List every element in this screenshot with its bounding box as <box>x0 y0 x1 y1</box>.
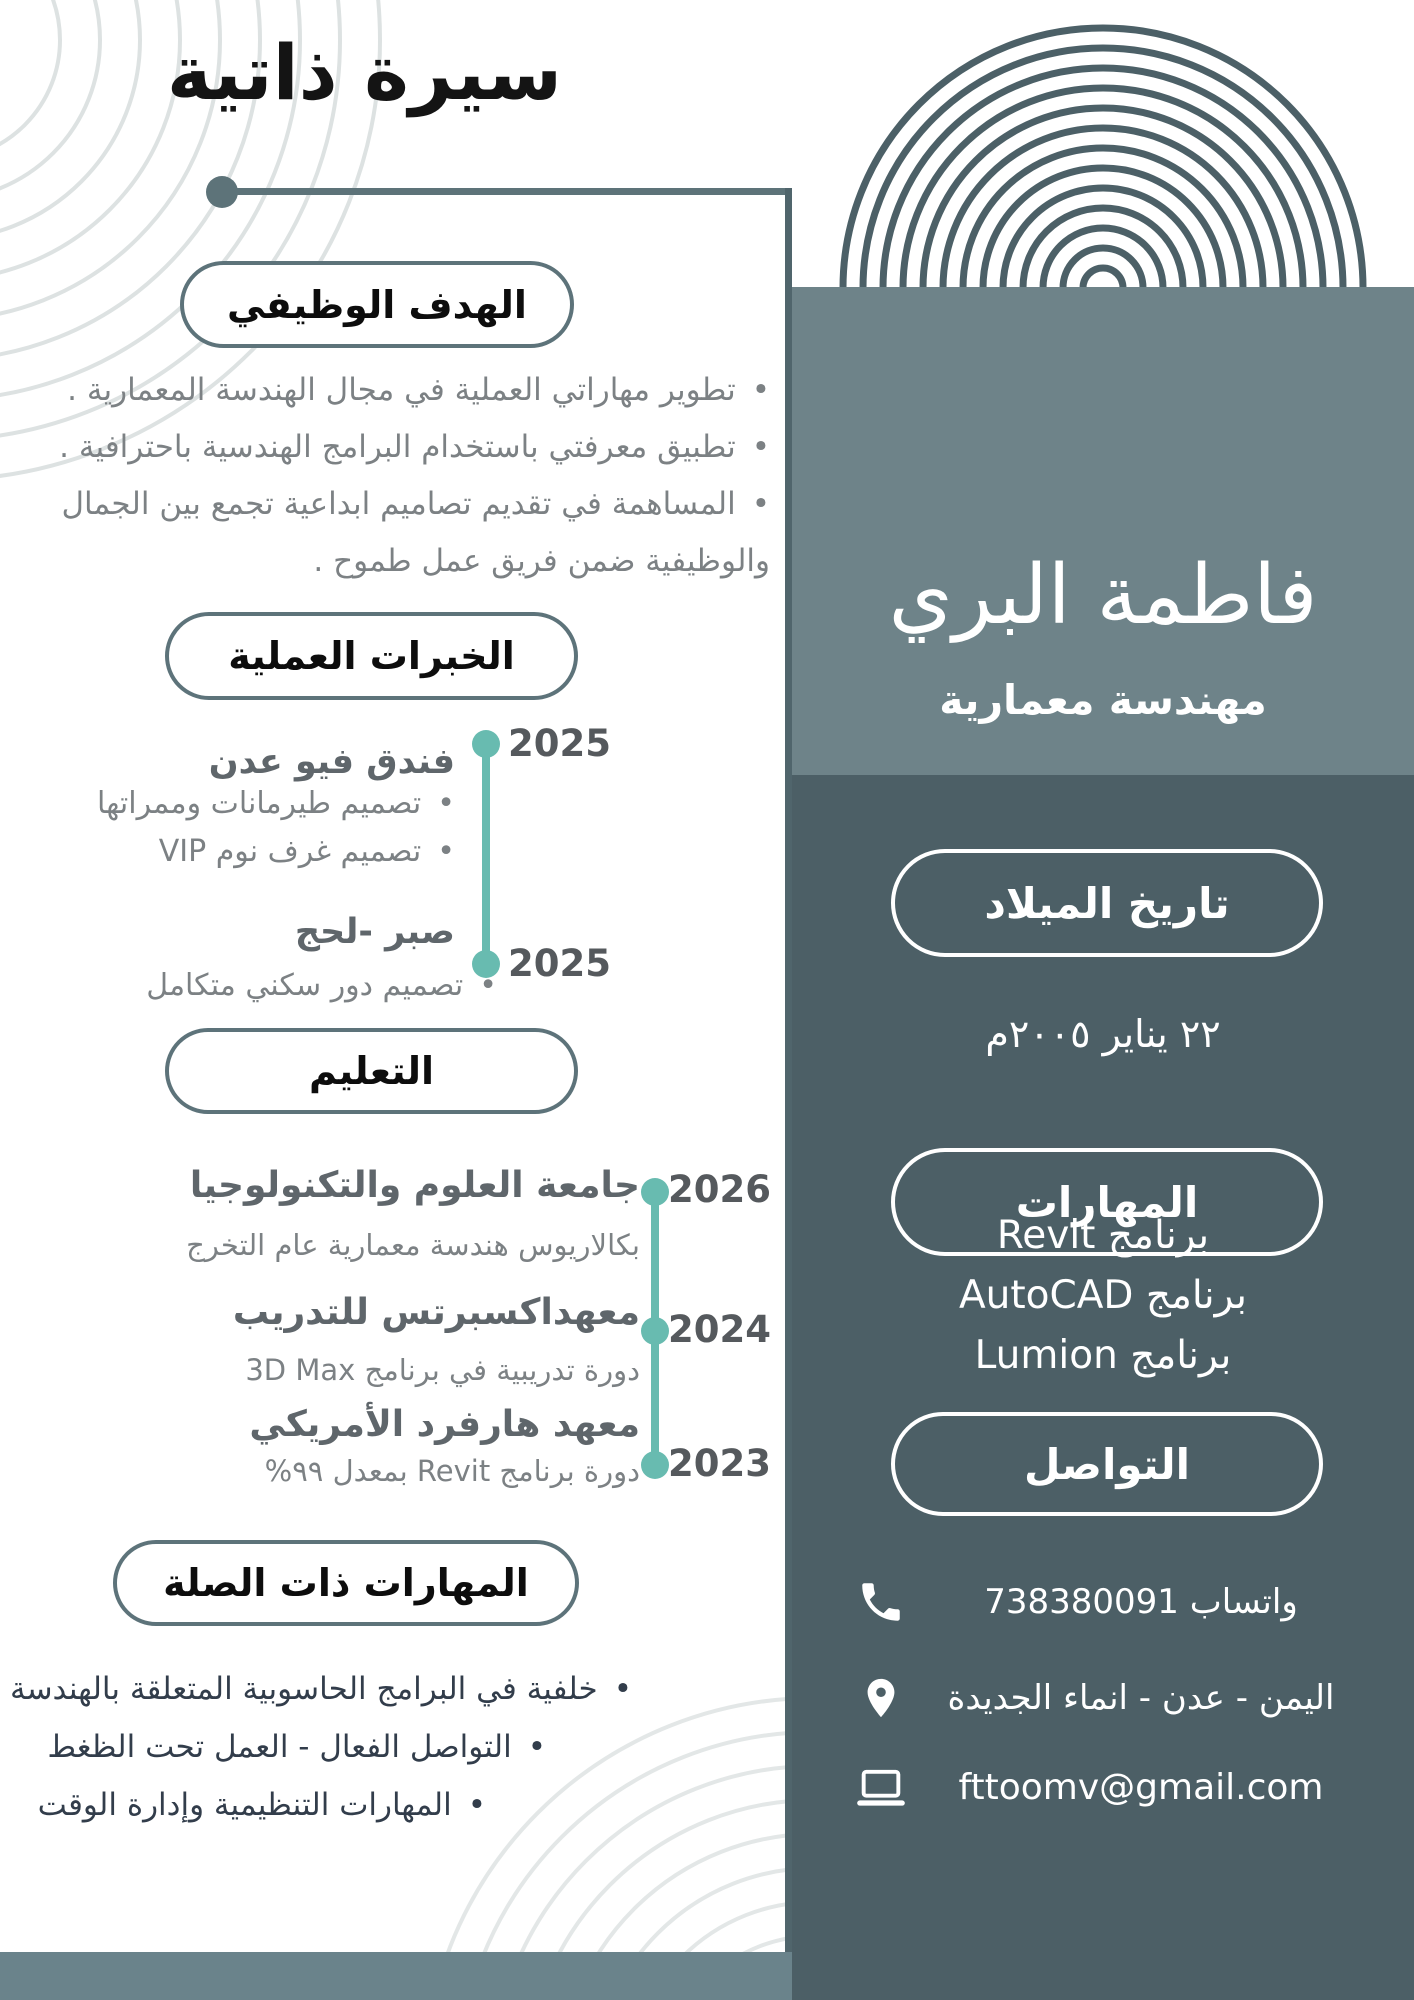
experience-bullet-text: تصميم طيرمانات وممراتها <box>96 786 422 821</box>
related-skill-text: المهارات التنظيمية وإدارة الوقت <box>37 1787 452 1823</box>
address-row <box>846 1670 1366 1726</box>
timeline-dot <box>641 1317 669 1345</box>
experience-bullet <box>97 780 455 828</box>
education-year: 2024 <box>668 1308 771 1351</box>
section-heading-skills: المهارات <box>1015 1177 1199 1227</box>
sidebar-body-panel <box>792 775 1414 2000</box>
education-title: معهداكسبرتس للتدريب <box>232 1292 640 1333</box>
section-heading-birthdate: تاريخ الميلاد <box>984 878 1230 928</box>
education-title: جامعة العلوم والتكنولوجيا <box>189 1165 640 1206</box>
section-heading-related-skills: المهارات ذات الصلة <box>163 1561 529 1605</box>
education-desc: بكالاريوس هندسة معمارية عام التخرج <box>186 1228 640 1262</box>
experience-bullets <box>146 962 497 1010</box>
objective-item-text: المساهمة في تقديم تصاميم ابداعية تجمع بين الجمال والوظيفية ضمن فريق عمل طموح . <box>61 486 770 579</box>
education-year: 2023 <box>668 1442 771 1485</box>
bullet-icon: • <box>751 429 770 465</box>
related-skills-list <box>0 1660 632 1834</box>
education-desc: دورة برنامج Revit بمعدل ٩٩% <box>264 1454 640 1488</box>
related-skill-item <box>0 1776 632 1834</box>
bullet-icon: • <box>751 486 770 522</box>
experience-year: 2025 <box>508 722 611 765</box>
experience-timeline-line <box>482 744 490 964</box>
bullet-icon: • <box>527 1729 546 1765</box>
section-pill-education <box>165 1028 578 1114</box>
experience-bullets <box>97 780 455 876</box>
education-desc: دورة تدريبية في برنامج 3D Max <box>245 1353 640 1387</box>
timeline-dot <box>641 1178 669 1206</box>
section-heading-experience: الخبرات العملية <box>228 634 515 678</box>
related-skill-item <box>0 1718 632 1776</box>
page-title: سيرة ذاتية <box>166 28 562 117</box>
section-pill-related-skills <box>113 1540 579 1626</box>
education-year: 2026 <box>668 1168 771 1211</box>
whatsapp-row[interactable] <box>846 1574 1366 1630</box>
email-row[interactable] <box>846 1759 1366 1815</box>
experience-bullet <box>97 828 455 876</box>
education-title: معهد هارفرد الأمريكي <box>249 1404 640 1445</box>
skill-item: برنامج Lumion <box>974 1333 1232 1378</box>
bullet-icon: • <box>437 834 455 869</box>
objective-item-text: تطبيق معرفتي باستخدام البرامج الهندسية باحترافية . <box>59 429 736 465</box>
section-pill-contact <box>891 1412 1323 1516</box>
bottom-strip <box>0 1952 792 2000</box>
skill-item: برنامج AutoCAD <box>958 1273 1248 1318</box>
objective-item <box>10 476 770 590</box>
section-pill-objective <box>180 261 574 348</box>
experience-bullet-text: تصميم دور سكني متكامل <box>146 968 464 1003</box>
experience-title: فندق فيو عدن <box>208 742 455 782</box>
title-rule <box>222 188 792 195</box>
location-pin-icon <box>846 1675 916 1721</box>
objective-item-text: تطوير مهاراتي العملية في مجال الهندسة المعمارية . <box>67 372 736 408</box>
profile-name: فاطمة البري <box>888 548 1318 643</box>
profile-job-title: مهندسة معمارية <box>939 676 1267 724</box>
bullet-icon: • <box>467 1787 486 1823</box>
related-skill-text: التواصل الفعال - العمل تحت الظغط <box>47 1729 512 1765</box>
experience-title: صبر -لحج <box>294 912 455 952</box>
section-heading-objective: الهدف الوظيفي <box>227 282 527 327</box>
address-text: اليمن - عدن - انماء الجديدة <box>947 1678 1335 1718</box>
email-text[interactable]: fttoomv@gmail.com <box>958 1766 1324 1808</box>
section-heading-education: التعليم <box>308 1049 435 1093</box>
experience-bullet-text: تصميم غرف نوم VIP <box>158 834 422 869</box>
objective-item <box>10 362 770 419</box>
bullet-icon: • <box>613 1671 632 1707</box>
section-pill-experience <box>165 612 578 700</box>
experience-year: 2025 <box>508 942 611 985</box>
skill-item: برنامج Revit <box>996 1213 1210 1258</box>
timeline-dot <box>641 1451 669 1479</box>
related-skill-text: خلفية في البرامج الحاسوبية المتعلقة بالهندسة <box>9 1671 598 1707</box>
laptop-icon <box>846 1761 916 1813</box>
panel-divider-line <box>785 188 792 2000</box>
skills-list <box>792 1206 1414 1386</box>
timeline-dot <box>472 730 500 758</box>
birthdate-value: ٢٢ يناير ٢٠٠٥م <box>985 1012 1221 1056</box>
objective-item <box>10 419 770 476</box>
section-pill-birthdate <box>891 849 1323 957</box>
objective-list <box>10 362 770 590</box>
section-heading-contact: التواصل <box>1023 1439 1191 1489</box>
related-skill-item <box>0 1660 632 1718</box>
bullet-icon: • <box>437 786 455 821</box>
bullet-icon: • <box>751 372 770 408</box>
whatsapp-number: واتساب 738380091 <box>984 1582 1298 1622</box>
bullet-icon: • <box>479 968 497 1003</box>
phone-icon <box>846 1577 916 1627</box>
experience-bullet <box>146 962 497 1010</box>
